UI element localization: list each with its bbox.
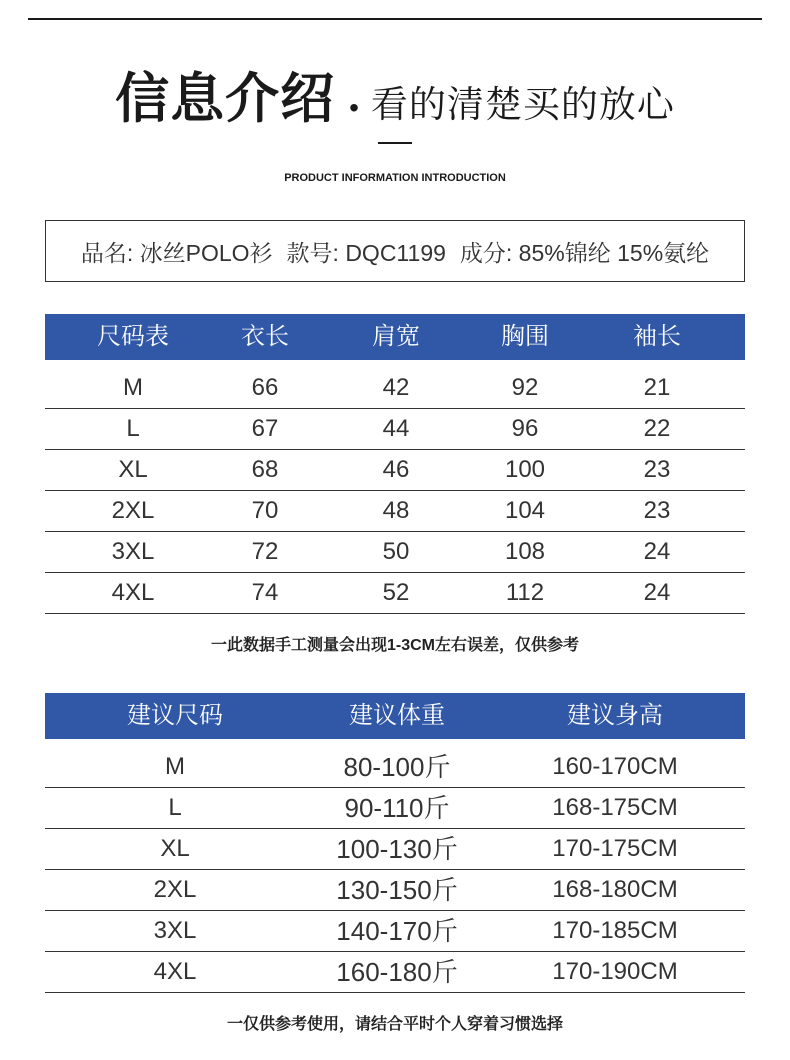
size-table-cell: 104: [504, 497, 546, 524]
size-table-header: [45, 314, 745, 360]
size-table-cell: 108: [504, 538, 546, 565]
recommend-table-cell: 90-110斤: [344, 793, 450, 823]
measurement-note: 一此数据手工测量会出现1-3CM左右误差，仅供参考: [210, 637, 579, 654]
recommend-table-header-cell: 建议身高: [567, 702, 663, 729]
recommend-table-cell: 80-100斤: [343, 752, 451, 782]
recommend-table-cell: 130-150斤: [336, 875, 458, 905]
size-table-cell: 23: [643, 497, 671, 524]
size-table-cell: 66: [251, 374, 279, 401]
size-table-cell: 44: [382, 415, 410, 442]
size-table-cell: 74: [251, 579, 279, 606]
recommend-table-cell: M: [165, 753, 185, 780]
size-table-header-cell: 袖长: [633, 323, 681, 350]
size-table-row: [45, 573, 745, 614]
recommend-table-cell: 170-185CM: [552, 917, 678, 944]
title-main: 信息介绍: [115, 69, 336, 129]
size-table-cell: 70: [251, 497, 279, 524]
size-table-cell: 92: [511, 374, 539, 401]
recommend-table-row: [45, 952, 745, 993]
size-table-cell: 50: [382, 538, 410, 565]
size-table-cell: 24: [643, 579, 671, 606]
recommend-table-cell: 170-190CM: [552, 958, 678, 985]
product-style-number: 款号: DQC1199: [286, 239, 446, 266]
recommend-table-header: [45, 693, 745, 739]
recommend-table-cell: 160-170CM: [552, 753, 678, 780]
size-table-cell: XL: [118, 456, 148, 483]
recommend-table-cell: 100-130斤: [336, 834, 458, 864]
product-material: 成分: 85%锦纶 15%氨纶: [459, 239, 710, 266]
size-table-header-cell: 胸围: [501, 323, 549, 350]
recommend-table-header-cell: 建议体重: [349, 702, 445, 729]
recommend-table-header-cell: 建议尺码: [127, 702, 223, 729]
size-table-row: [45, 491, 745, 532]
recommend-table-cell: 168-175CM: [552, 794, 678, 821]
size-table-cell: 3XL: [111, 538, 155, 565]
size-table-cell: 52: [382, 579, 410, 606]
recommend-table-cell: L: [168, 794, 182, 821]
size-table-cell: 2XL: [111, 497, 155, 524]
size-table-cell: 24: [643, 538, 671, 565]
size-table-cell: 46: [382, 456, 410, 483]
size-table-cell: 68: [251, 456, 279, 483]
size-table-row: [45, 368, 745, 409]
size-table-cell: 72: [251, 538, 279, 565]
recommend-table-cell: 140-170斤: [336, 916, 458, 946]
recommend-table-row: [45, 788, 745, 829]
recommend-table-row: [45, 911, 745, 952]
size-table-cell: 67: [251, 415, 279, 442]
size-table-cell: 96: [511, 415, 539, 442]
size-table-cell: 23: [643, 456, 671, 483]
size-table-header-cell: 尺码表: [97, 323, 169, 350]
title-dot: •: [349, 92, 359, 123]
size-table-cell: 42: [382, 374, 410, 401]
size-table-cell: L: [126, 415, 140, 442]
size-table-row: [45, 409, 745, 450]
product-name: 品名: 冰丝POLO衫: [80, 239, 273, 266]
recommend-table-cell: 168-180CM: [552, 876, 678, 903]
recommend-table-body: [45, 747, 745, 993]
size-table-cell: 4XL: [111, 579, 155, 606]
page-title: [0, 56, 790, 134]
size-table-header-cell: 衣长: [241, 323, 289, 350]
recommend-table-cell: 160-180斤: [336, 957, 458, 987]
recommend-note: 一仅供参考使用，请结合平时个人穿着习惯选择: [226, 1016, 563, 1033]
recommend-table-cell: 4XL: [153, 958, 197, 985]
recommend-table-row: [45, 870, 745, 911]
title-subtitle: 看的清楚买的放心: [370, 84, 675, 125]
size-table-row: [45, 532, 745, 573]
size-table-cell: 48: [382, 497, 410, 524]
size-table-cell: 100: [504, 456, 546, 483]
size-table-body: [45, 368, 745, 614]
top-divider: [28, 18, 762, 20]
size-table-header-cell: 肩宽: [372, 323, 420, 350]
size-table-cell: 22: [643, 415, 671, 442]
recommend-table-row: [45, 829, 745, 870]
product-info-box: [45, 220, 745, 282]
recommend-table-cell: 3XL: [153, 917, 197, 944]
size-table-row: [45, 450, 745, 491]
title-underline: [378, 142, 412, 144]
recommend-table-cell: 2XL: [153, 876, 197, 903]
size-table-cell: M: [123, 374, 143, 401]
recommend-table-cell: 170-175CM: [552, 835, 678, 862]
recommend-table-row: [45, 747, 745, 788]
size-table-cell: 21: [643, 374, 671, 401]
english-subtitle: PRODUCT INFORMATION INTRODUCTION: [284, 172, 506, 184]
recommend-table-cell: XL: [160, 835, 190, 862]
size-table-cell: 112: [505, 579, 545, 606]
